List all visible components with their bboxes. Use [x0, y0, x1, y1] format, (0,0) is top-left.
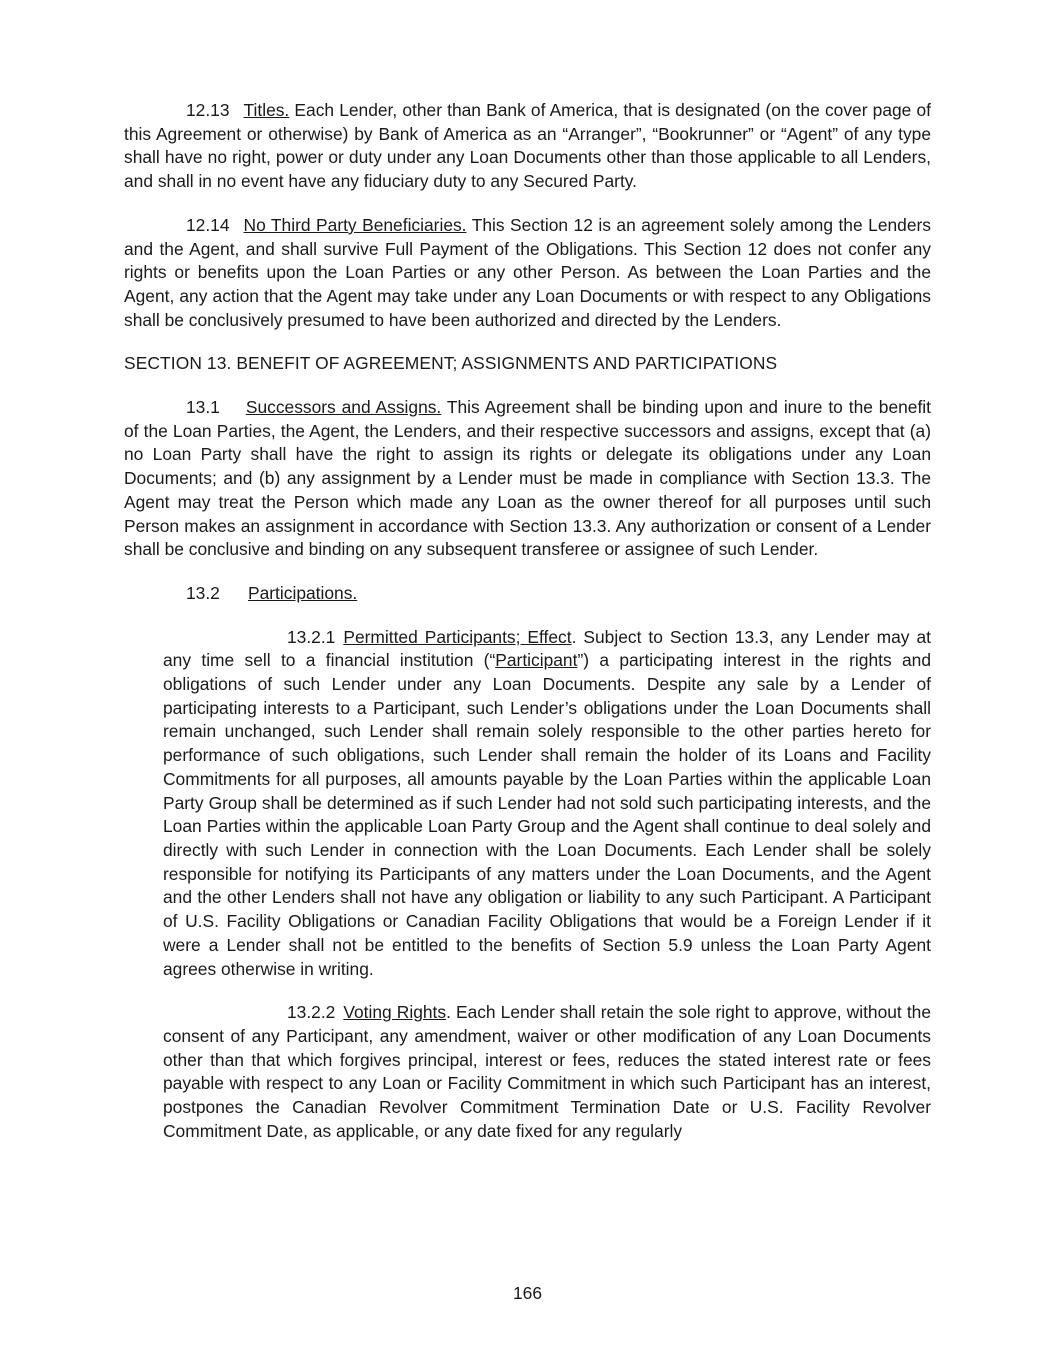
defined-term: Participant — [495, 650, 578, 671]
section-13-1 — [124, 396, 931, 562]
section-12-13 — [124, 99, 931, 194]
section-body: . Each Lender shall retain the sole right to approve, without the consent of any Participant, any amendment, waiver or other modification of any Loan Documents other than that which forgives principal, interest or fees, reduces the stated interest rate or fees payable with respect to any Loan or Facility Commitment in which such Participant has an interest, postpones the Canadian Revolver Commitment Termination Date or U.S. Facility Revolver Commitment Date, as applicable, or any date fixed for any regularly — [163, 1002, 932, 1141]
section-title: Participations. — [248, 582, 358, 603]
section-body: Each Lender, other than Bank of America, that is designated (on the cover page of this Agreement or otherwise) by Bank of America as an “Arranger”, “Bookrunner” or “Agent” of any type shall have no right, power or duty under any Loan Documents other than those applicable to all Lenders, and shall in no event have any fiduciary duty to any Secured Party. — [124, 100, 931, 192]
section-13-2-1 — [163, 626, 931, 982]
section-title: Successors and Assigns. — [245, 397, 442, 418]
section-number: 13.2.1 — [287, 626, 336, 647]
section-body: This Section 12 is an agreement solely among the Lenders and the Agent, and shall survive Full Payment of the Obligations. This Section 12 does not confer any rights or benefits upon the Loan Parties or any other Person. As between the Loan Parties and the Agent, any action that the Agent may take under any Loan Documents or with respect to any Obligations shall be conclusively presumed to have been authorized and directed by the Lenders. — [124, 214, 931, 330]
section-number: 12.13 — [186, 100, 230, 120]
section-body: This Agreement shall be binding upon and inure to the benefit of the Loan Parties, the Agent, the Lenders, and their respective successors and assigns, except that (a) no Loan Party shall have the right to assign its rights or delegate its obligations under any Loan Documents; and (b) any assignment by a Lender must be made in compliance with Section 13.3. The Agent may treat the Person which made any Loan as the owner thereof for all purposes until such Person makes an assignment in accordance with Section 13.3. Any authorization or consent of a Lender shall be conclusive and binding on any subsequent transferee or assignee of such Lender. — [124, 397, 931, 560]
section-title: Permitted Participants; Effect — [343, 626, 572, 647]
section-number: 12.14 — [186, 214, 230, 235]
section-12-14 — [124, 214, 931, 333]
page-number: 166 — [512, 1283, 542, 1303]
section-13-2-2 — [163, 1001, 931, 1143]
document-page — [124, 99, 931, 1163]
section-title: No Third Party Beneficiaries. — [243, 214, 467, 235]
section-title: Voting Rights — [343, 1002, 447, 1023]
section-body-a: . Subject to Section 13.3, any Lender may at any time sell to a financial institution (“ — [163, 626, 931, 671]
section-number: 13.1 — [186, 397, 220, 418]
section-title: Titles. — [243, 100, 290, 120]
section-13-heading: SECTION 13. BENEFIT OF AGREEMENT; ASSIGNMENTS AND PARTICIPATIONS — [124, 353, 778, 374]
section-number: 13.2.2 — [287, 1002, 336, 1023]
section-number: 13.2 — [186, 582, 220, 603]
section-13-2 — [186, 582, 931, 606]
section-body-b: ”) a participating interest in the rights and obligations of such Lender under any Loan Documents. Despite any sale by a Lender of participating interests to a Participant, such Lender’s obligations under the Loan Documents shall remain unchanged, such Lender shall remain solely responsible to the other parties hereto for performance of such obligations, such Lender shall remain the holder of its Loans and Facility Commitments for all purposes, all amounts payable by the Loan Parties within the applicable Loan Party Group shall be determined as if such Lender had not sold such participating interests, and the Loan Parties within the applicable Loan Party Group and the Agent shall continue to deal solely and directly with such Lender in connection with the Loan Documents. Each Lender shall be solely responsible for notifying its Participants of any matters under the Loan Documents, and the Agent and the other Lenders shall not have any obligation or liability to any such Participant. A Participant of U.S. Facility Obligations or Canadian Facility Obligations that would be a Foreign Lender if it were a Lender shall not be entitled to the benefits of Section 5.9 unless the Loan Party Agent agrees otherwise in writing. — [163, 650, 931, 979]
